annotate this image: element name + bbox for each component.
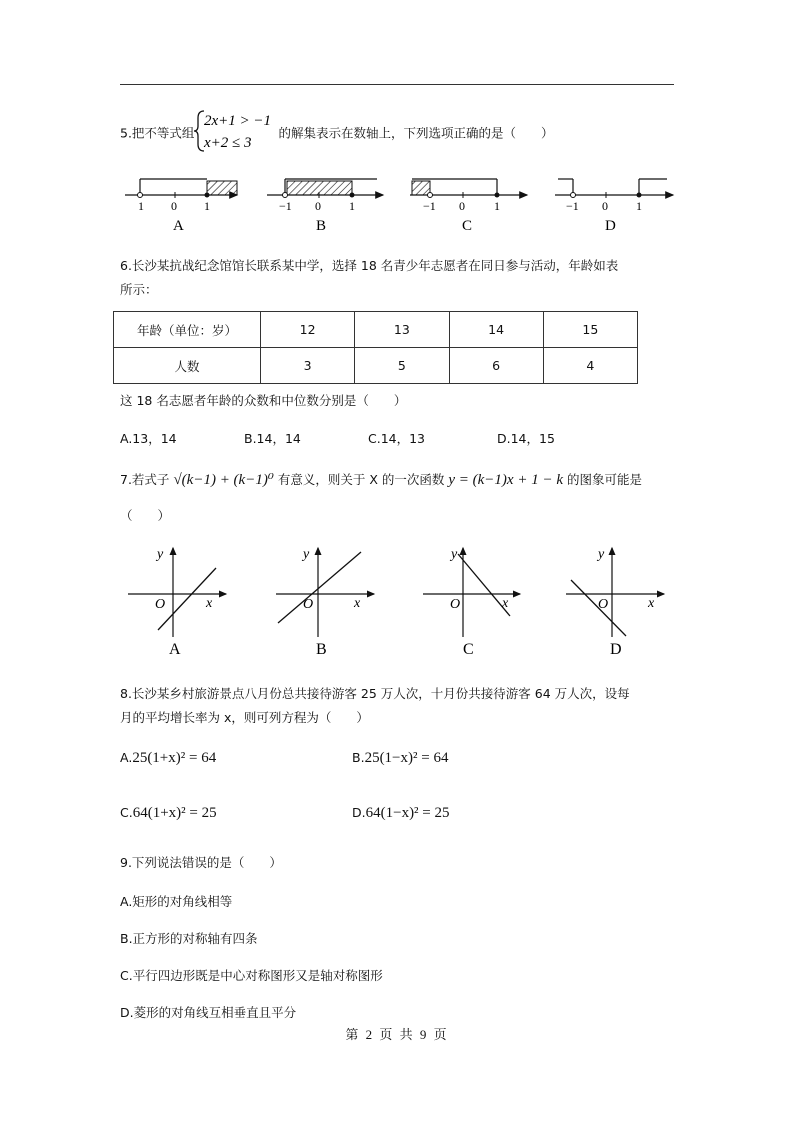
q7-c-letter: C (463, 641, 474, 658)
q8-c-label: C. (120, 805, 133, 820)
q8-option-d (352, 805, 450, 822)
q5-a-tick-2: 0 (171, 199, 177, 213)
q7-b-y-label: y (303, 547, 310, 562)
q9-stem: 9.下列说法错误的是（ ） (120, 855, 282, 870)
q5-d-tick-3: 1 (636, 199, 642, 213)
q7-stem-suffix: 的图象可能是 (566, 472, 642, 487)
q7-c-origin: O (450, 597, 461, 612)
q9-option-c: C.平行四边形既是中心对称图形又是轴对称图形 (120, 968, 383, 983)
q6-stem-line1: 6.长沙某抗战纪念馆馆长联系某中学，选择 18 名青少年志愿者在同日参与活动，年龄如表 (120, 258, 619, 273)
q5-option-b (267, 179, 383, 234)
q8-b-equation: 25(1−x)² = 64 (364, 750, 449, 766)
q6-stem-line2: 所示： (120, 282, 158, 297)
q5-c-tick-2: 0 (459, 199, 465, 213)
q8-stem-line2: 月的平均增长率为 x，则可列方程为（ ） (120, 710, 369, 725)
q7-graph-c (423, 547, 520, 658)
q5-d-letter: D (605, 218, 616, 234)
q5-option-d (555, 179, 673, 234)
q7-paren: （ ） (120, 508, 171, 523)
q5-a-letter: A (173, 218, 184, 234)
q7-d-y-label: y (598, 547, 605, 562)
table-cell: 6 (449, 348, 543, 384)
q8-a-label: A. (120, 750, 133, 765)
q6-option-b: B.14，14 (244, 431, 301, 446)
q7-function: y = (k−1)x + 1 − k (448, 472, 563, 488)
table-cell: 12 (261, 312, 355, 348)
q7-graph-d (566, 547, 664, 658)
q8-c-equation: 64(1+x)² = 25 (132, 805, 217, 821)
q8-a-equation: 25(1+x)² = 64 (132, 750, 217, 766)
q7-stem-mid: 有意义，则关于 X 的一次函数 (277, 472, 445, 487)
q7-b-x-label: x (354, 596, 361, 611)
q6-option-d: D.14，15 (497, 431, 555, 446)
table-cell: 13 (355, 312, 449, 348)
table-header-age: 年龄（单位：岁） (114, 312, 261, 348)
q7-a-y-label: y (157, 547, 164, 562)
q6-option-c: C.14，13 (368, 431, 426, 446)
table-row (114, 312, 638, 348)
q5-b-tick-2: 0 (315, 199, 321, 213)
q7-b-origin: O (303, 597, 314, 612)
q7-stem (120, 470, 642, 489)
page-footer: 第 2 页 共 9 页 (345, 1027, 449, 1042)
q8-option-c (120, 805, 217, 822)
q6-option-a: A.13，14 (120, 431, 177, 446)
q7-d-x-label: x (648, 596, 655, 611)
q7-d-origin: O (598, 597, 609, 612)
q9-option-a: A.矩形的对角线相等 (120, 894, 233, 909)
q5-ineq1: 2x+1 > −1 (204, 113, 272, 129)
table-row (114, 348, 638, 384)
q5-ineq2: x+2 ≤ 3 (204, 135, 252, 151)
table-cell: 5 (355, 348, 449, 384)
q7-c-y-label: y (451, 547, 458, 562)
q5-brace-system (194, 108, 278, 154)
q7-expression: √(k−1) + (k−1)⁰ (173, 472, 274, 488)
header-rule (120, 84, 674, 85)
q6-question: 这 18 名志愿者年龄的众数和中位数分别是（ ） (120, 393, 407, 408)
q5-option-a (125, 179, 237, 234)
q7-b-letter: B (316, 641, 327, 658)
table-cell: 3 (261, 348, 355, 384)
q5-option-c (410, 179, 527, 234)
q7-a-origin: O (155, 597, 166, 612)
q7-stem-prefix: 7.若式子 (120, 472, 170, 487)
q8-d-equation: 64(1−x)² = 25 (365, 805, 450, 821)
q9-option-d: D.菱形的对角线互相垂直且平分 (120, 1005, 297, 1020)
q5-number-lines (115, 170, 695, 236)
q5-a-tick-1: 1 (138, 199, 144, 213)
q5-system (194, 108, 278, 157)
q6-age-table (113, 311, 638, 384)
q8-option-b (352, 750, 448, 767)
table-cell: 14 (449, 312, 543, 348)
q8-stem-line1: 8.长沙某乡村旅游景点八月份总共接待游客 25 万人次，十月份共接待游客 64 万人次，设每 (120, 686, 630, 701)
q5-b-tick-3: 1 (349, 199, 355, 213)
table-cell: 15 (543, 312, 637, 348)
q5-b-letter: B (316, 218, 327, 234)
q9-option-b: B.正方形的对称轴有四条 (120, 931, 258, 946)
q7-d-letter: D (610, 641, 622, 658)
q7-c-x-label: x (502, 596, 509, 611)
q7-a-x-label: x (206, 596, 213, 611)
q5-c-tick-1: −1 (423, 199, 436, 213)
q8-option-a (120, 750, 216, 767)
q7-graphs (118, 540, 678, 662)
q5-c-letter: C (462, 218, 473, 234)
q8-b-label: B. (352, 750, 365, 765)
q7-graph-b (276, 547, 374, 658)
q5-stem (120, 108, 553, 157)
q5-stem-prefix: 5.把不等式组 (120, 125, 195, 141)
q5-a-tick-3: 1 (204, 199, 210, 213)
q8-d-label: D. (352, 805, 366, 820)
q7-a-letter: A (169, 641, 181, 658)
q7-graph-a (128, 547, 226, 658)
table-cell: 4 (543, 348, 637, 384)
q5-stem-suffix: 的解集表示在数轴上，下列选项正确的是（ ） (278, 125, 554, 141)
q5-d-tick-2: 0 (602, 199, 608, 213)
q5-d-tick-1: −1 (566, 199, 579, 213)
table-header-count: 人数 (114, 348, 261, 384)
q5-b-tick-1: −1 (279, 199, 292, 213)
q5-c-tick-3: 1 (494, 199, 500, 213)
